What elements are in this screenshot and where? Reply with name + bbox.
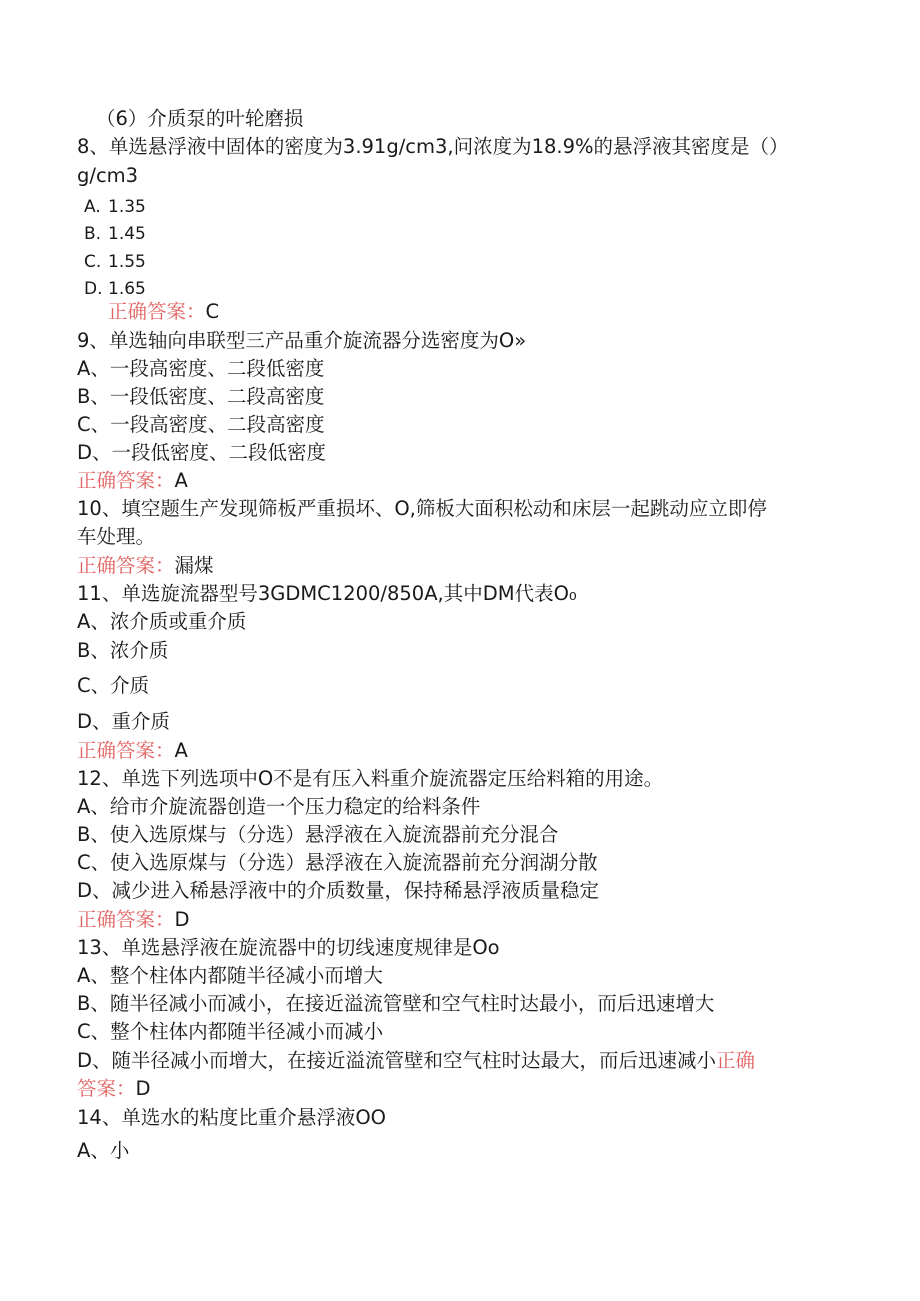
q13-option-a: A、整个柱体内都随半径减小而增大 — [77, 964, 383, 987]
question-12: 12、单选下列选项中O不是有压入料重介旋流器定压给料箱的用途。 — [77, 767, 664, 790]
q13-answer-label-start: 正确 — [716, 1049, 756, 1072]
q11-option-a: A、浓介质或重介质 — [77, 610, 247, 633]
line-option-6: （6）介质泵的叶轮磨损 — [96, 107, 304, 130]
question-8: 8、单选悬浮液中固体的密度为3.91g∕cm3,问浓度为18.9%的悬浮液其密度是（） — [77, 135, 789, 158]
q11-option-c: C、介质 — [77, 674, 150, 697]
q8-option-b: B. 1.45 — [84, 224, 146, 244]
q8-option-a: A. 1.35 — [84, 197, 146, 217]
q12-option-a: A、给市介旋流器创造一个压力稳定的给料条件 — [77, 795, 481, 818]
q10-answer: 正确答案：漏煤 — [77, 554, 214, 577]
q11-option-d: D、重介质 — [77, 710, 171, 733]
q13-option-d: D、随半径减小而增大，在接近溢流管壁和空气柱时达最大，而后迅速减小正确 — [77, 1049, 756, 1072]
q9-option-a: A、一段高密度、二段低密度 — [77, 357, 325, 380]
q12-option-b: B、使入选原煤与（分选）悬浮液在入旋流器前充分混合 — [77, 823, 559, 846]
q9-option-b: B、一段低密度、二段高密度 — [77, 385, 325, 408]
q8-answer: 正确答案：C — [108, 300, 220, 323]
q11-option-b: B、浓介质 — [77, 639, 169, 662]
q8-option-c: C. 1.55 — [84, 252, 146, 272]
q13-option-b: B、随半径减小而减小，在接近溢流管壁和空气柱时达最小，而后迅速增大 — [77, 992, 715, 1015]
question-13: 13、单选悬浮液在旋流器中的切线速度规律是Oo — [77, 936, 500, 959]
q14-option-a: A、小 — [77, 1139, 130, 1162]
question-14: 14、单选水的粘度比重介悬浮液OO — [77, 1106, 387, 1129]
question-8-cont: g/cm3 — [77, 164, 139, 187]
question-10: 10、填空题生产发现筛板严重损坏、O,筛板大面积松动和床层一起跳动应立即停 — [77, 497, 767, 520]
question-9: 9、单选轴向串联型三产品重介旋流器分选密度为O» — [77, 329, 527, 352]
q12-option-d: D、减少进入稀悬浮液中的介质数量，保持稀悬浮液质量稳定 — [77, 879, 600, 902]
q8-option-d: D. 1.65 — [84, 279, 146, 299]
q12-option-c: C、使入选原煤与（分选）悬浮液在入旋流器前充分润湖分散 — [77, 851, 598, 874]
q13-answer: 答案：D — [77, 1077, 151, 1100]
q12-answer: 正确答案：D — [77, 908, 190, 931]
q9-option-d: D、一段低密度、二段低密度 — [77, 441, 327, 464]
q13-option-c: C、整个柱体内都随半径减小而减小 — [77, 1020, 384, 1043]
q11-answer: 正确答案：A — [77, 739, 188, 762]
question-11: 11、单选旋流器型号3GDMC1200/850A,其中DM代表O₀ — [77, 582, 577, 605]
q9-answer: 正确答案：A — [77, 469, 188, 492]
q9-option-c: C、一段高密度、二段高密度 — [77, 413, 325, 436]
question-10-cont: 车处理。 — [77, 525, 156, 548]
